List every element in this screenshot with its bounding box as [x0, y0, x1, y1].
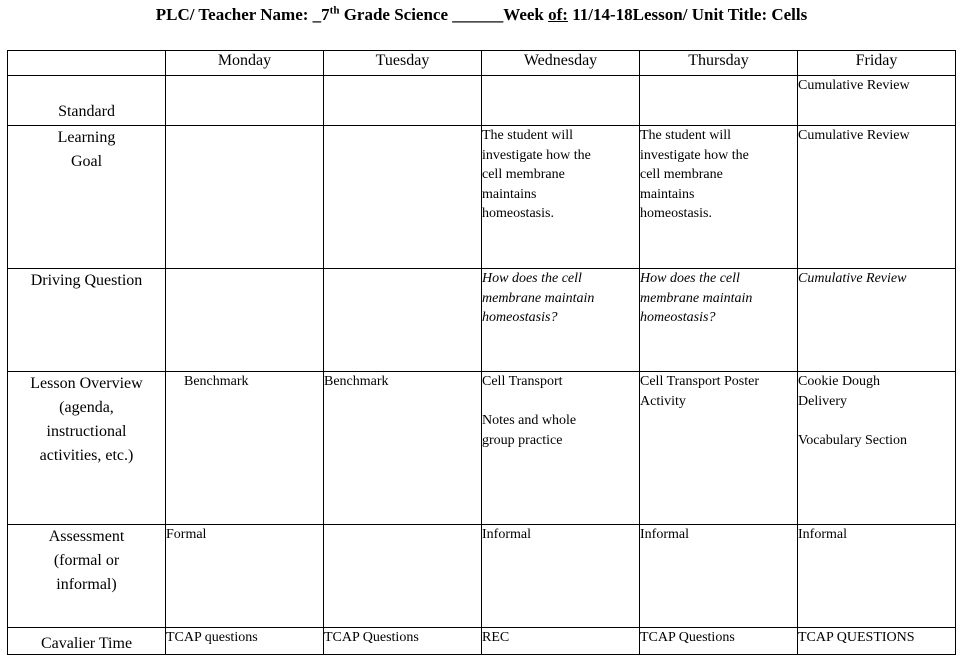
learning-goal-friday: Cumulative Review — [798, 126, 956, 269]
row-label-learning-goal: Learning Goal — [8, 126, 166, 269]
driving-question-row — [8, 269, 956, 372]
assessment-tuesday — [324, 525, 482, 628]
page-title — [0, 4, 963, 26]
standard-monday — [166, 76, 324, 126]
title-prefix: PLC/ Teacher Name: _7 — [155, 5, 330, 24]
lesson-overview-friday-title: Cookie Dough Delivery — [798, 374, 881, 409]
standard-thursday — [640, 76, 798, 126]
cavalier-time-thursday: TCAP Questions — [640, 628, 798, 655]
row-label-assessment: Assessment (formal or informal) — [8, 525, 166, 628]
cavalier-time-friday: TCAP QUESTIONS — [798, 628, 956, 655]
lesson-overview-wednesday-title: Cell Transport — [482, 374, 563, 389]
driving-question-tuesday — [324, 269, 482, 372]
lesson-overview-row — [8, 372, 956, 525]
row-label-lesson-overview: Lesson Overview (agenda, instructional activities, etc.) — [8, 372, 166, 525]
cavalier-time-tuesday: TCAP Questions — [324, 628, 482, 655]
assessment-friday: Informal — [798, 525, 956, 628]
day-header-wednesday: Wednesday — [482, 51, 640, 76]
day-header-row — [8, 51, 956, 76]
title-grade: Grade Science ______Week — [339, 5, 549, 24]
lesson-plan-table — [7, 50, 956, 655]
day-header-thursday: Thursday — [640, 51, 798, 76]
title-week-unit: 11/14-18Lesson/ Unit Title: Cells — [567, 5, 808, 24]
lesson-overview-friday-vocab: Vocabulary Section — [798, 432, 907, 448]
standard-wednesday — [482, 76, 640, 126]
row-label-standard: Standard — [8, 76, 166, 126]
driving-question-friday: Cumulative Review — [798, 269, 956, 372]
standard-tuesday — [324, 76, 482, 126]
learning-goal-row — [8, 126, 956, 269]
day-header-tuesday: Tuesday — [324, 51, 482, 76]
assessment-thursday: Informal — [640, 525, 798, 628]
assessment-monday: Formal — [166, 525, 324, 628]
standard-friday: Cumulative Review — [798, 76, 956, 126]
title-superscript: th — [329, 4, 340, 17]
cavalier-time-wednesday: REC — [482, 628, 640, 655]
lesson-overview-wednesday — [482, 372, 640, 525]
driving-question-monday — [166, 269, 324, 372]
cavalier-time-row — [8, 628, 956, 655]
driving-question-wednesday: How does the cell membrane maintain homeostasis? — [482, 269, 640, 372]
lesson-overview-tuesday: Benchmark — [324, 372, 482, 525]
learning-goal-monday — [166, 126, 324, 269]
assessment-wednesday: Informal — [482, 525, 640, 628]
day-header-monday: Monday — [166, 51, 324, 76]
corner-cell — [8, 51, 166, 76]
standard-row — [8, 76, 956, 126]
title-of: of: — [548, 5, 568, 24]
learning-goal-tuesday — [324, 126, 482, 269]
driving-question-thursday: How does the cell membrane maintain homeostasis? — [640, 269, 798, 372]
assessment-row — [8, 525, 956, 628]
day-header-friday: Friday — [798, 51, 956, 76]
cavalier-time-monday: TCAP questions — [166, 628, 324, 655]
lesson-overview-thursday: Cell Transport Poster Activity — [640, 372, 798, 525]
lesson-overview-monday: Benchmark — [166, 372, 324, 525]
lesson-overview-friday — [798, 372, 956, 525]
lesson-overview-wednesday-notes: Notes and whole group practice — [482, 413, 577, 448]
row-label-driving-question: Driving Question — [8, 269, 166, 372]
learning-goal-thursday: The student will investigate how the cell membrane maintains homeostasis. — [640, 126, 798, 269]
row-label-cavalier-time: Cavalier Time — [8, 628, 166, 655]
learning-goal-wednesday: The student will investigate how the cell membrane maintains homeostasis. — [482, 126, 640, 269]
